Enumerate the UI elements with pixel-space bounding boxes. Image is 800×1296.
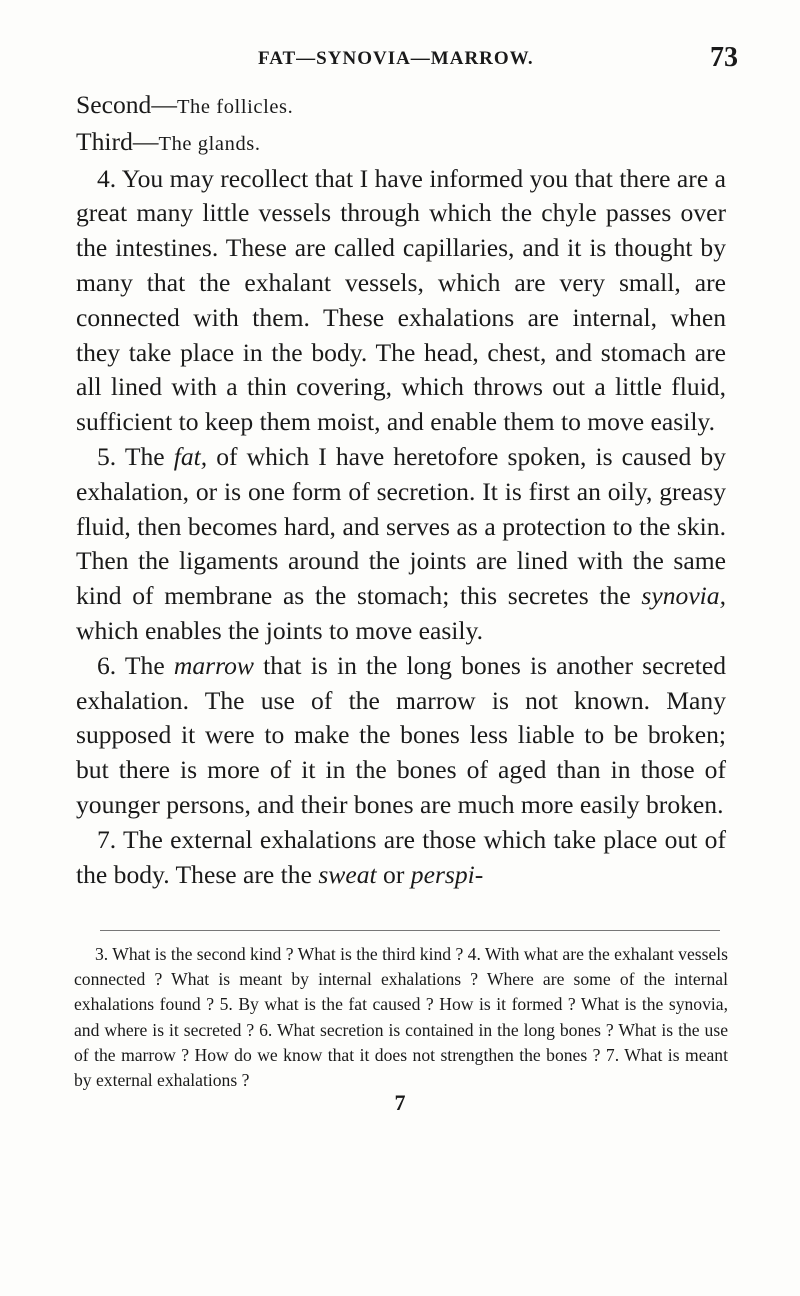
questions-text: 3. What is the second kind ? What is the third kind ? 4. With what are the exhalant vessels connected ? What is meant by internal exhalations ? Where are some of the internal exhalations found ? 5. By what is the fat caused ? How is it formed ? What is the synovia, and where is it secreted ? 6. What secretion is contained in the long bones ? What is the use of the marrow ? How do we know that it does not strengthen the bones ? 7. What is meant by external exhalations ? xyxy=(74,944,729,1091)
p6-marrow-term: marrow xyxy=(173,650,254,680)
body-text xyxy=(76,88,726,892)
p5-synovia-term: synovia, xyxy=(641,581,726,611)
p7-sweat-term: sweat xyxy=(318,859,377,889)
paragraph-4: 4. You may recollect that I have informed you that there are a great many little vessels through which the chyle passes over the intestines. These are called capillaries, and it is thought by many that the exhalant vessels, which are very small, are connected with them. These exhalations are internal, when they take place in the body. The head, chest, and stomach are all lined with a thin covering, which throws out a little fluid, sufficient to keep them moist, and enable them to move easily. xyxy=(76,163,726,437)
footnote-rule xyxy=(100,930,720,931)
second-line xyxy=(76,88,726,125)
page-number: 73 xyxy=(710,42,738,73)
p5-text-a: 5. The xyxy=(97,441,174,471)
third-line xyxy=(76,125,726,162)
third-prefix: Third— xyxy=(76,126,159,156)
second-prefix: Second— xyxy=(76,90,177,119)
paragraph-7 xyxy=(76,823,726,893)
paragraph-5 xyxy=(76,440,726,649)
p6-text-a: 6. The xyxy=(97,650,174,680)
second-label: The follicles. xyxy=(176,96,294,118)
p5-text-b: of which I have heretofore spoken, is caused by exhalation, or is one form of secretion. It is first an oily, greasy fluid, then becomes hard, and serves as a protection to the skin. Then the ligaments around the joints are lined with the same kind of membrane as the stomach; this secretes the xyxy=(76,441,726,611)
third-label: The glands. xyxy=(158,132,261,155)
p5-fat-term: fat, xyxy=(173,441,208,471)
running-head: FAT—SYNOVIA—MARROW. xyxy=(258,48,534,69)
p7-perspi-term: perspi- xyxy=(410,859,484,889)
p6-text-b: that is in the long bones is another secreted exhalation. The use of the marrow is not known. Many supposed it were to make the bones less liable to be broken; but there is more of it in the bones of aged than in those of younger persons, and their bones are much more easily broken. xyxy=(76,650,726,819)
paragraph-6 xyxy=(76,649,726,823)
p7-text-or: or xyxy=(376,859,411,889)
review-questions xyxy=(74,942,728,1093)
p7-text-a: 7. The external exhalations are those which take place out of the body. These are the xyxy=(76,824,726,889)
page-header xyxy=(0,42,800,82)
signature-mark: 7 xyxy=(394,1090,406,1115)
p5-text-c: which enables the joints to move easily. xyxy=(76,615,484,645)
